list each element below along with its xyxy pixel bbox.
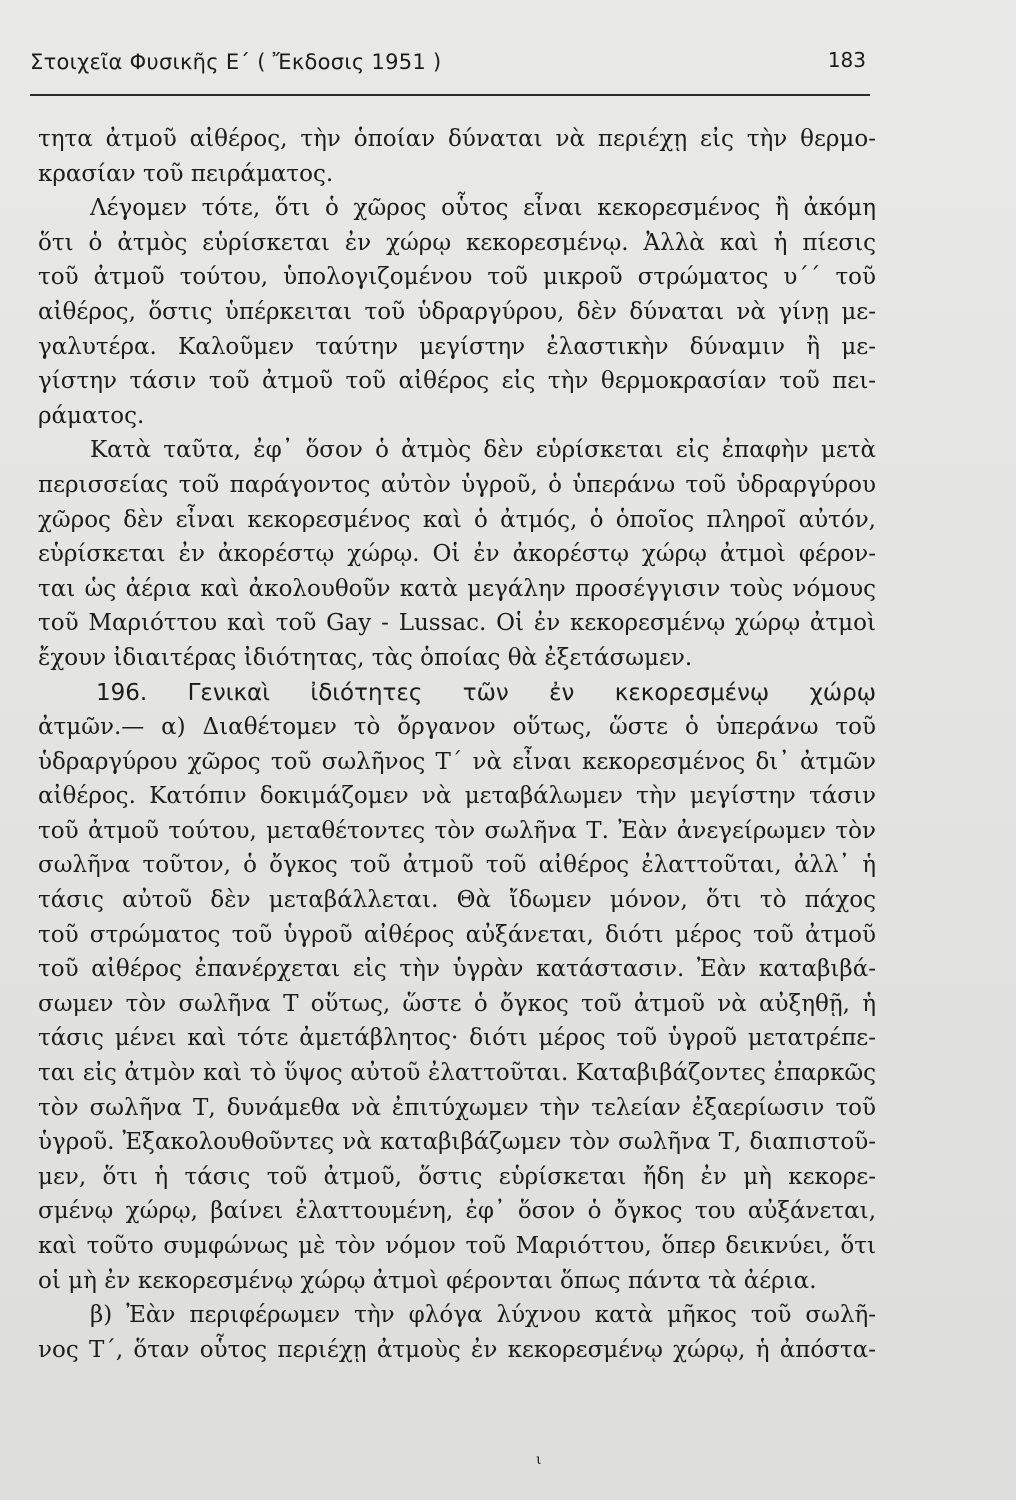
text-line: ἔχουν ἰδιαιτέρας ἰδιότητας, τὰς ὁποίας θὰ ἐξετάσωμεν. [38,644,693,671]
text-line: τητα ἀτμοῦ αἰθέρος, τὴν ὁποίαν δύναται νὰ περιέχῃ εἰς τὴν θερμο- [38,126,876,152]
page-number: 183 [827,48,866,72]
text-line: οἱ μὴ ἐν κεκορεσμένῳ χώρῳ ἀτμοὶ φέρονται ὅπως πάντα τὰ ἀέρια. [38,1267,817,1294]
text-line: ράματος. [38,402,145,429]
header-title: Στοιχεῖα Φυσικῆς Ε΄ ( Ἔκδοσις 1951 ) [30,50,442,74]
text-line: τὸν σωλῆνα Τ, δυνάμεθα νὰ ἐπιτύχωμεν τὴν τελείαν ἐξαερίωσιν τοῦ [38,1094,876,1121]
text-line: τοῦ ἀτμοῦ τούτου, μεταθέτοντες τὸν σωλῆνα Τ. Ἐὰν ἀνεγείρωμεν τὸν [38,817,876,844]
text-line: κρασίαν τοῦ πειράματος. [38,160,334,187]
text-line: περισσείας τοῦ παράγοντος αὐτὸν ὑγροῦ, ὁ ὑπεράνω τοῦ ὑδραργύρου [38,471,876,498]
text-line: ται εἰς ἀτμὸν καὶ τὸ ὕψος αὐτοῦ ἐλαττοῦται. Καταβιβάζοντες ἐπαρκῶς [38,1060,876,1087]
text-line: ται ὡς ἀέρια καὶ ἀκολουθοῦν κατὰ μεγάλην προσέγγισιν τοὺς νόμους [38,575,876,602]
text-line: νος Τ΄, ὅταν οὗτος περιέχῃ ἀτμοὺς ἐν κεκορεσμένῳ χώρῳ, ἡ ἀπόστα- [38,1336,876,1363]
text-line: τοῦ αἰθέρος ἐπανέρχεται εἰς τὴν ὑγρὰν κατάστασιν. Ἐὰν καταβιβά- [38,956,876,983]
text-line: τοῦ στρώματος τοῦ ὑγροῦ αἰθέρος αὐξάνεται, διότι μέρος τοῦ ἀτμοῦ [38,921,876,948]
text-line: Λέγομεν τότε, ὅτι ὁ χῶρος οὗτος εἶναι κεκορεσμένος ἢ ἀκόμη [90,195,876,222]
text-line: τάσις αὐτοῦ δὲν μεταβάλλεται. Θὰ ἴδωμεν μόνον, ὅτι τὸ πάχος [38,887,876,914]
text-line: εὑρίσκεται ἐν ἀκορέστῳ χώρῳ. Οἱ ἐν ἀκορέστῳ χώρῳ ἀτμοὶ φέρον- [38,541,876,568]
text-line: αἰθέρος, ὅστις ὑπέρκειται τοῦ ὑδραργύρου, δὲν δύναται νὰ γίνῃ με- [38,298,876,325]
text-line: σωλῆνα τοῦτον, ὁ ὄγκος τοῦ ἀτμοῦ τοῦ αἰθέρος ἐλαττοῦται, ἀλλ᾽ ἡ [38,852,876,879]
text-line: χῶρος δὲν εἶναι κεκορεσμένος καὶ ὁ ἀτμός, ὁ ὁποῖος πληροῖ αὐτόν, [38,506,876,533]
text-line: μεν, ὅτι ἡ τάσις τοῦ ἀτμοῦ, ὅστις εὑρίσκεται ἤδη ἐν μὴ κεκορε- [38,1163,876,1190]
text-line: β) Ἐὰν περιφέρωμεν τὴν φλόγα λύχνου κατὰ μῆκος τοῦ σωλῆ- [90,1302,876,1329]
body-text [38,122,876,1367]
text-line: σωμεν τὸν σωλῆνα Τ οὕτως, ὥστε ὁ ὄγκος τοῦ ἀτμοῦ νὰ αὐξηθῇ, ἡ [38,990,876,1017]
text-line: ὑγροῦ. Ἐξακολουθοῦντες νὰ καταβιβάζωμεν τὸν σωλῆνα Τ, διαπιστοῦ- [38,1129,876,1156]
text-line: αἰθέρος. Κατόπιν δοκιμάζομεν νὰ μεταβάλωμεν τὴν μεγίστην τάσιν [38,783,876,810]
text-line: Κατὰ ταῦτα, ἐφ᾽ ὅσον ὁ ἀτμὸς δὲν εὑρίσκεται εἰς ἐπαφὴν μετὰ [90,437,876,464]
text-line: καὶ τοῦτο συμφώνως μὲ τὸν νόμον τοῦ Μαριόττου, ὅπερ δεικνύει, ὅτι [38,1233,876,1259]
running-header [30,44,870,96]
text-line: ὑδραργύρου χῶρος τοῦ σωλῆνος Τ΄ νὰ εἶναι κεκορεσμένος δι᾽ ἀτμῶν [38,748,876,775]
text-line: τοῦ Μαριόττου καὶ τοῦ Gay - Lussac. Οἱ ἐν κεκορεσμένῳ χώρῳ ἀτμοὶ [38,610,876,637]
text-line: τάσις μένει καὶ τότε ἀμετάβλητος· διότι μέρος τοῦ ὑγροῦ μετατρέπε- [38,1025,876,1052]
text-line: σμένῳ χώρῳ, βαίνει ἐλαττουμένη, ἐφ᾽ ὅσον ὁ ὄγκος του αὐξάνεται, [38,1198,876,1225]
text-line: γαλυτέρα. Καλοῦμεν ταύτην μεγίστην ἐλαστικὴν δύναμιν ἢ με- [38,333,876,360]
text-line: γίστην τάσιν τοῦ ἀτμοῦ τοῦ αἰθέρος εἰς τὴν θερμοκρασίαν τοῦ πει- [38,368,876,395]
section-heading-line: 196. Γενικαὶ ἰδιότητες τῶν ἐν κεκορεσμένῳ χώρῳ [96,679,876,706]
footer-mark: ι [536,1452,542,1468]
text-line: ὅτι ὁ ἀτμὸς εὑρίσκεται ἐν χώρῳ κεκορεσμένῳ. Ἀλλὰ καὶ ἡ πίεσις [38,229,876,256]
text-line: ἀτμῶν.— α) Διαθέτομεν τὸ ὄργανον οὕτως, ὥστε ὁ ὑπεράνω τοῦ [38,714,876,741]
text-line: τοῦ ἀτμοῦ τούτου, ὑπολογιζομένου τοῦ μικροῦ στρώματος υ΄΄ τοῦ [38,264,876,291]
